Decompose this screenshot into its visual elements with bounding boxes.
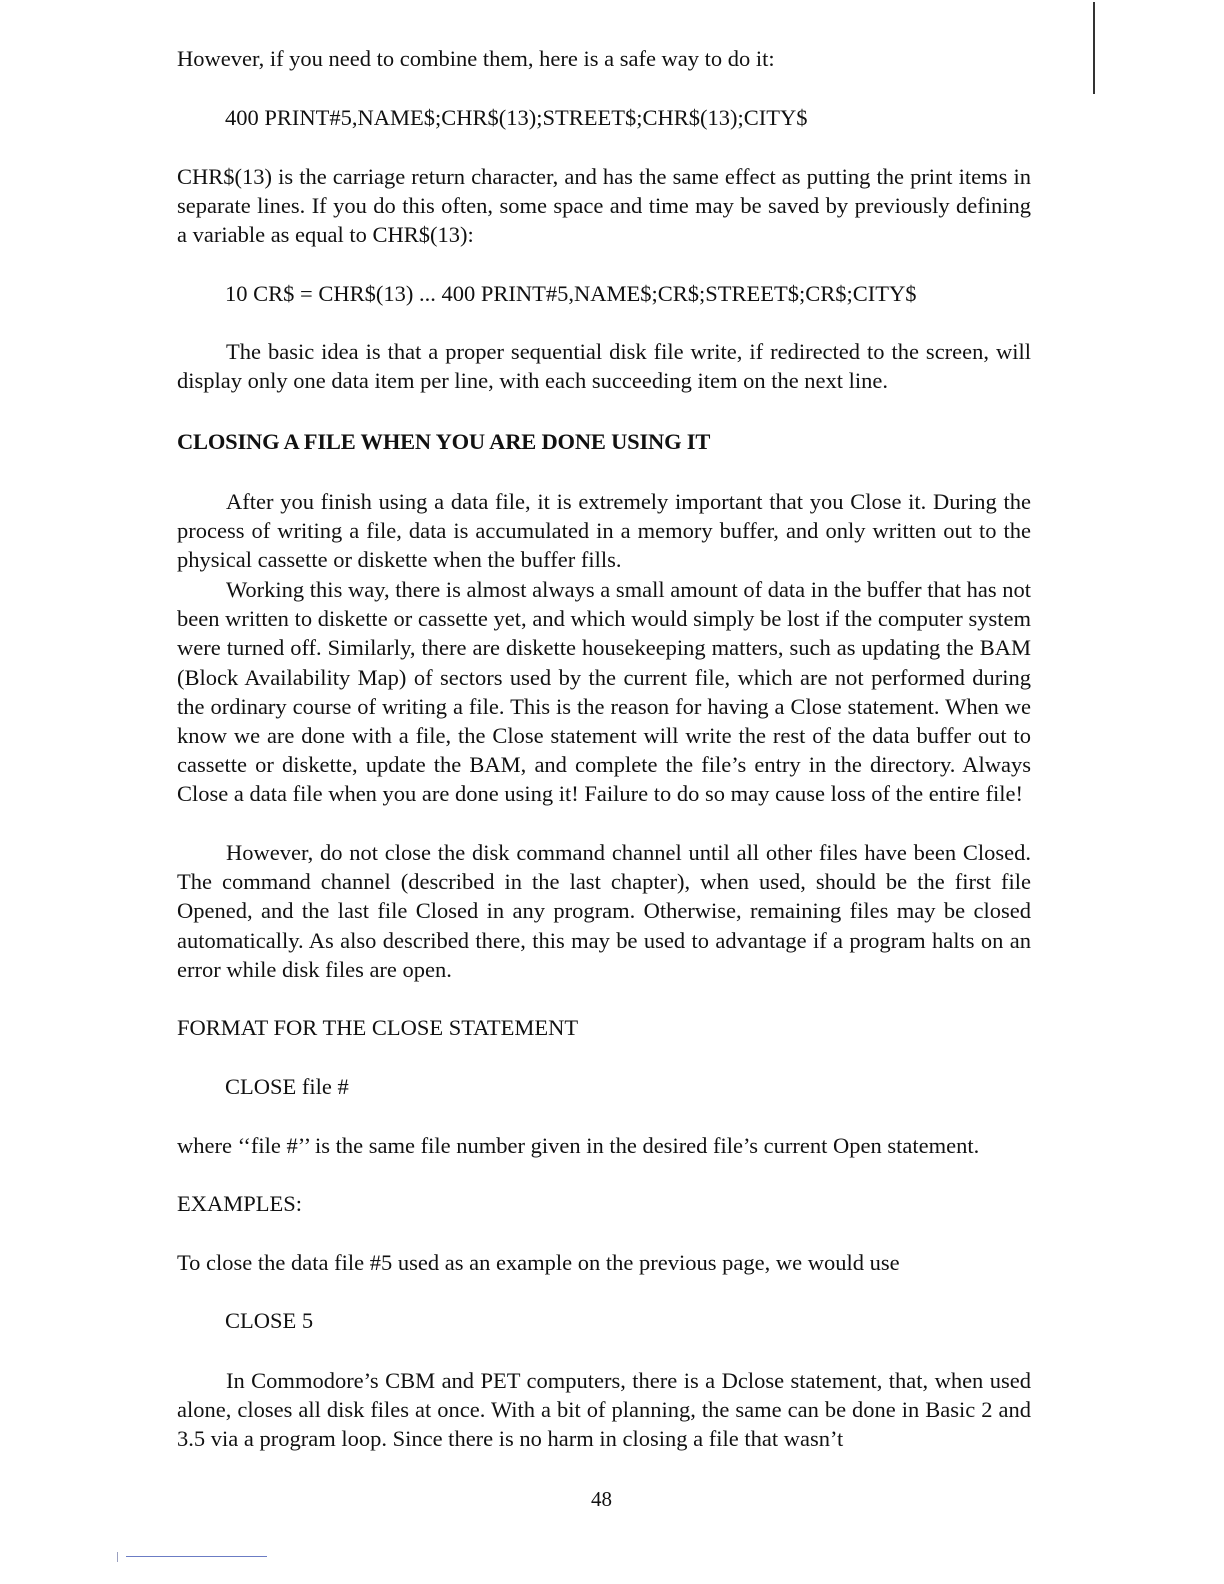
scan-edge-mark <box>1093 2 1095 94</box>
paragraph-command-channel: However, do not close the disk command channel until all other files have been Closed. The command channel (described in the last chapter), when used, should be the first file Opened, and the last file Closed in any program. Otherwise, remaining files may be closed automatically. As also described there, this may be used to advantage if a program halts on an error while disk files are open. <box>177 840 1031 982</box>
section-heading-examples: EXAMPLES: <box>177 1191 303 1216</box>
section-heading-format: FORMAT FOR THE CLOSE STATEMENT <box>177 1015 579 1040</box>
page-number: 48 <box>591 1487 612 1511</box>
paragraph-commodore-dclose: In Commodore’s CBM and PET computers, there is a Dclose statement, that, when used alone, closes all disk files at once. With a bit of planning, the same can be done in Basic 2 and 3.5 via a program loop. Since there is no harm in closing a file that wasn’t <box>177 1368 1031 1452</box>
intro-line: However, if you need to combine them, here is a safe way to do it: <box>177 46 775 71</box>
paragraph-basic-idea: The basic idea is that a proper sequential disk file write, if redirected to the screen, will display only one data item per line, with each succeeding item on the next line. <box>177 339 1031 394</box>
code-close-5: CLOSE 5 <box>225 1308 314 1333</box>
paragraph-chr13: CHR$(13) is the carriage return character, and has the same effect as putting the print items in separate lines. If you do this often, some space and time may be saved by previously defining a variable as equal to CHR$(13): <box>177 164 1031 248</box>
section-heading-closing-a-file: CLOSING A FILE WHEN YOU ARE DONE USING IT <box>177 429 711 454</box>
code-example-print-chr13: 400 PRINT#5,NAME$;CHR$(13);STREET$;CHR$(13);CITY$ <box>225 105 808 130</box>
paragraph-working-this-way: Working this way, there is almost always a small amount of data in the buffer that has not been written to diskette or cassette yet, and which would simply be lost if the computer system were turned off. Similarly, there are diskette housekeeping matters, such as updating the BAM (Block Availability Map) of sectors used by the current file, which are not performed during the ordinary course of writing a file. This is the reason for having a Close statement. When we know we are done with a file, the Close statement will write the rest of the data buffer out to cassette or diskette, update the BAM, and complete the file’s entry in the directory. Always Close a data file when you are done using it! Failure to do so may cause loss of the entire file! <box>177 577 1031 807</box>
code-example-cr-variable: 10 CR$ = CHR$(13) ... 400 PRINT#5,NAME$;CR$;STREET$;CR$;CITY$ <box>225 281 917 306</box>
scan-margin-tick <box>117 1552 118 1562</box>
paragraph-to-close: To close the data file #5 used as an example on the previous page, we would use <box>177 1250 900 1275</box>
scan-margin-line <box>126 1556 267 1557</box>
code-close-syntax: CLOSE file # <box>225 1074 349 1099</box>
paragraph-after-finish: After you finish using a data file, it is extremely important that you Close it. During the process of writing a file, data is accumulated in a memory buffer, and only written out to the physical cassette or diskette when the buffer fills. <box>177 489 1031 573</box>
paragraph-where-file-number: where ‘‘file #’’ is the same file number given in the desired file’s current Open statement. <box>177 1133 980 1158</box>
